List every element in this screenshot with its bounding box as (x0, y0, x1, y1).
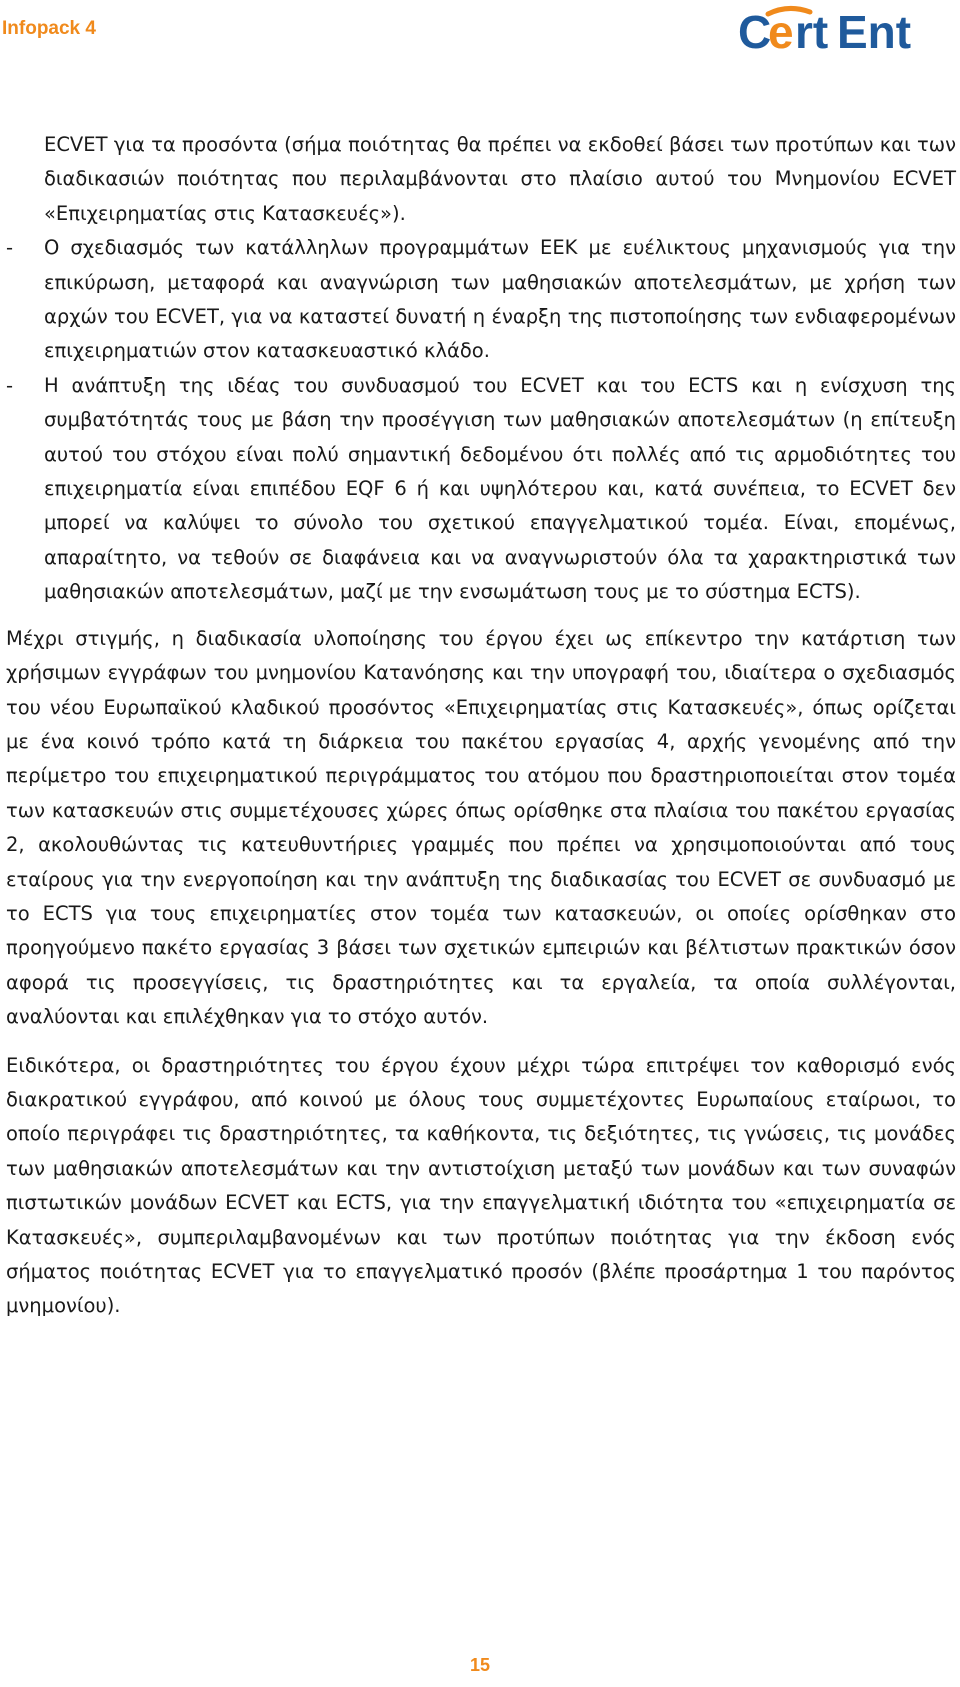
bullet-continuation-text: ECVET για τα προσόντα (σήμα ποιότητας θα πρέπει να εκδοθεί βάσει των προτύπων και των διαδικασιών ποιότητας που περιλαμβάνονται στο πλαίσιο αυτού του Μνημονίου ECVET «Επιχειρηματίας στις Κατασκευές»). (44, 133, 956, 225)
certent-logo (738, 2, 950, 62)
paragraph-1: Μέχρι στιγμής, η διαδικασία υλοποίησης του έργου έχει ως επίκεντρο την κατάρτιση των χρήσιμων εγγράφων του μνημονίου Κατανόησης και την υπογραφή του, ιδιαίτερα ο σχεδιασμός του νέου Ευρωπαϊκού κλαδικού προσόντος «Επιχειρηματίας στις Κατασκευές», όπως ορίζεται με ένα κοινό τρόπο κατά τη διάρκεια του πακέτου εργασίας 4, αρχής γενομένης από την περίμετρο του επιχειρηματικού περιγράμματος του ατόμου που δραστηριοποιείται στον τομέα των κατασκευών στις συμμετέχουσες χώρες όπως ορίσθηκε στα πλαίσια του πακέτου εργασίας 2, ακολουθώντας τις κατευθυντήριες γραμμές που πρέπει να χρησιμοποιούνται από τους εταίρους για την ενεργοποίηση και την ανάπτυξη της διαδικασίας του ECVET σε συνδυασμό με το ECTS για τους επιχειρηματίες στον τομέα των κατασκευών, οι οποίες ορίσθηκαν στο προηγούμενο πακέτο εργασίας 3 βάσει των σχετικών εμπειριών και βέλτιστων πρακτικών όσον αφορά τις προσεγγίσεις, τις δραστηριότητες και τα εργαλεία, τα οποία συλλέγονται, αναλύονται και επιλέχθηκαν για το στόχο αυτόν. (6, 626, 956, 1029)
svg-text:Ent: Ent (837, 6, 912, 58)
svg-text:e: e (768, 6, 794, 58)
bullet-marker: - (6, 236, 14, 260)
bullet-text: Ο σχεδιασμός των κατάλληλων προγραμμάτων ΕΕΚ με ευέλικτους μηχανισμούς για την επικύρωση, μεταφορά και αναγνώριση των μαθησιακών αποτελεσμάτων, με χρήση των αρχών του ECVET, για να καταστεί δυνατή η έναρξη της πιστοποίησης των ενδιαφερομένων επιχειρηματιών στον κατασκευαστικό κλάδο. (44, 236, 956, 363)
infopack-label: Infopack 4 (2, 18, 96, 39)
svg-text:rt: rt (795, 6, 829, 58)
bullet-marker: - (6, 373, 14, 397)
svg-text:C: C (738, 6, 772, 58)
bullet-text: Η ανάπτυξη της ιδέας του συνδυασμού του ECVET και του ECTS και η ενίσχυση της συμβατότητάς τους με βάση την προσέγγιση των μαθησιακών αποτελεσμάτων (η επίτευξη αυτού του στόχου είναι πολύ σημαντική δεδομένου ότι πολλές από τις αρμοδιότητες του επιχειρηματία είναι επιπέδου EQF 6 ή και υψηλότερου και, κατά συνέπεια, το ECVET δεν μπορεί να καλύψει το σύνολο του σχετικού επαγγελματικού τομέα. Είναι, επομένως, απαραίτητο, να τεθούν σε διαφάνεια και να αναγνωριστούν όλα τα χαρακτηριστικά των μαθησιακών αποτελεσμάτων, μαζί με την ενσωμάτωση τους με το σύστημα ECTS). (44, 373, 956, 604)
document-body (6, 128, 956, 1324)
bullet-item (6, 369, 956, 610)
logo-text (738, 6, 911, 58)
paragraph-2: Ειδικότερα, οι δραστηριότητες του έργου έχουν μέχρι τώρα επιτρέψει τον καθορισμό ενός διακρατικού εγγράφου, από κοινού με όλους τους συμμετέχοντες Ευρωπαίους εταίρωοι, το οποίο περιγράφει τις δραστηριότητες, τα καθήκοντα, τις δεξιότητες, τις γνώσεις, τις μονάδες των μαθησιακών αποτελεσμάτων και την αντιστοίχιση μεταξύ των μονάδων και των συναφών πιστωτικών μονάδων ECVET και ECTS, για την επαγγελματική ιδιότητα του «επιχειρηματία σε Κατασκευές», συμπεριλαμβανομένων και των προτύπων ποιότητας για την έκδοση ενός σήματος ποιότητας ECVET για το επαγγελματικό προσόν (βλέπε προσάρτημα 1 του παρόντος μνημονίου). (6, 1053, 956, 1318)
bullet-item (6, 231, 956, 369)
bullet-continuation (6, 128, 956, 231)
page-number: 15 (469, 1655, 491, 1675)
